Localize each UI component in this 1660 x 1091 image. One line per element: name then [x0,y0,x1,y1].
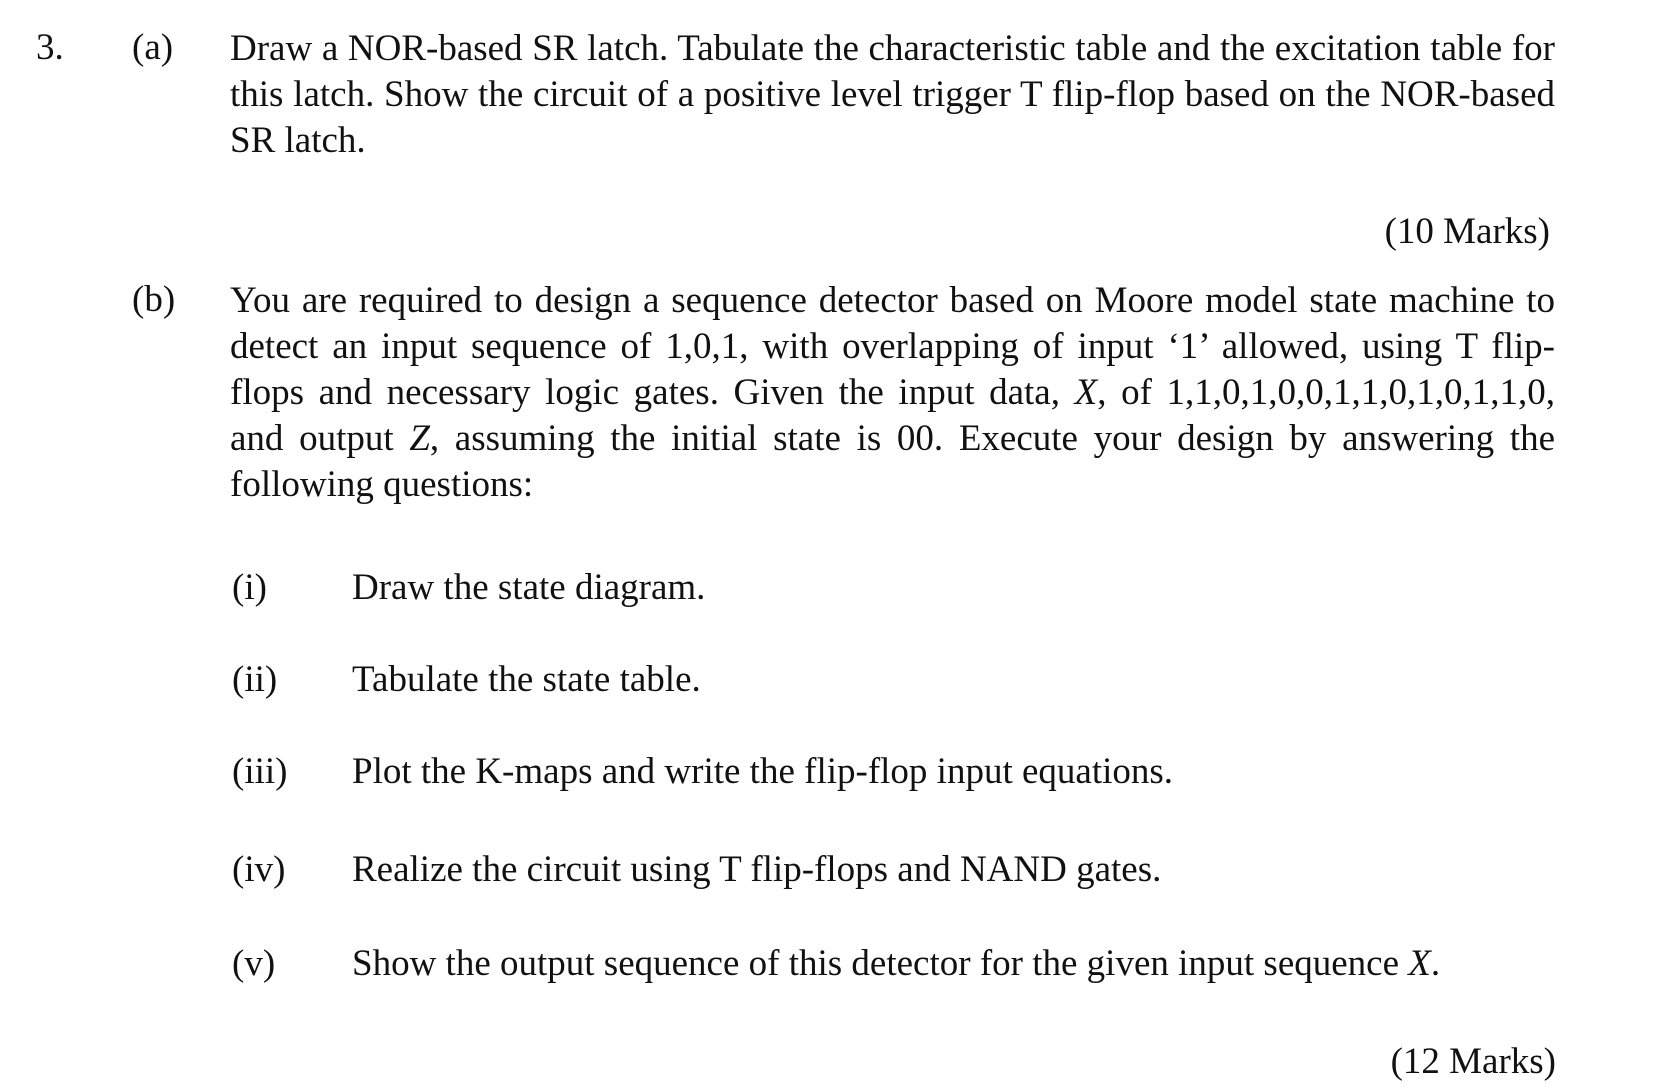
part-b-text [230,278,1555,508]
part-b-text-2: , of 1,1,0,1,0,0,1,1,0,1,0,1,1,0, and output [230,372,1556,459]
subpart-i-text: Draw the state diagram. [352,567,706,608]
part-b-marks: (12 Marks) [1390,1041,1556,1082]
part-a-text: Draw a NOR-based SR latch. Tabulate the characteristic table and the excitation table for this latch. Show the circuit of a positive level trigger T flip-flop based on the NOR-based SR latch. [230,28,1555,161]
question-number: 3. [36,27,64,68]
subpart-v-end: . [1430,943,1441,984]
part-b-label: (b) [132,279,176,320]
subpart-v-var: X [1408,943,1431,984]
part-b-text-3: , assuming the initial state is 00. Execute your design by answering the following questions: [230,418,1555,505]
var-z: Z [409,418,430,459]
subpart-iii-label: (iii) [232,751,288,792]
subpart-iii-text: Plot the K-maps and write the flip-flop input equations. [352,751,1174,792]
part-a-marks: (10 Marks) [1384,211,1550,252]
var-x: X [1074,372,1098,413]
subpart-i-label: (i) [232,567,267,608]
subpart-iv-text: Realize the circuit using T flip-flops and NAND gates. [352,849,1162,890]
subpart-ii-text: Tabulate the state table. [352,659,701,700]
subpart-v-label: (v) [232,943,276,984]
part-a-label: (a) [132,27,174,68]
subpart-v-text [352,942,1440,985]
subpart-iv-label: (iv) [232,849,286,890]
subpart-ii-label: (ii) [232,659,278,700]
subpart-v-text-main: Show the output sequence of this detector for the given input sequence [352,943,1409,984]
part-b-text-1: You are required to design a sequence detector based on Moore model state machine to detect an input sequence of 1,0,1, with overlapping of input ‘1’ allowed, using T flip-flops and necessary logic gates. Given the input data, [230,280,1555,413]
